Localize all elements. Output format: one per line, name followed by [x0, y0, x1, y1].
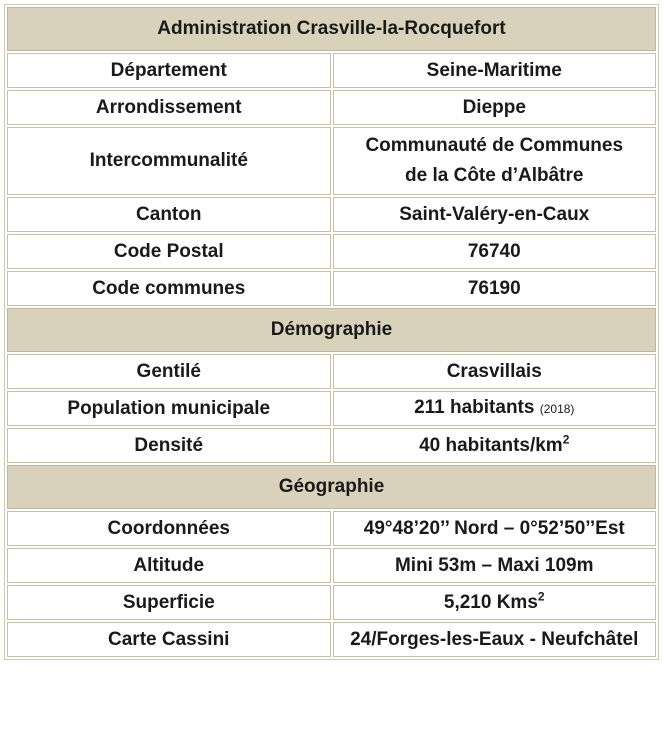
gentile-value: Crasvillais	[333, 354, 657, 389]
table-row	[7, 197, 656, 232]
superficie-cell	[333, 585, 657, 620]
population-cell	[333, 391, 657, 426]
intercommunalite-value-line2: de la Côte d’Albâtre	[405, 165, 584, 186]
table-row	[7, 127, 656, 195]
densite-exponent: 2	[562, 432, 570, 447]
canton-label: Canton	[7, 197, 331, 232]
table-row	[7, 391, 656, 426]
table-row	[7, 428, 656, 463]
densite-value: 40 habitants/km	[419, 434, 563, 456]
administration-header: Administration Crasville-la-Rocquefort	[7, 7, 656, 51]
table-row	[7, 53, 656, 88]
code-postal-value: 76740	[333, 234, 657, 269]
gentile-label: Gentilé	[7, 354, 331, 389]
altitude-value: Mini 53m – Maxi 109m	[333, 548, 657, 583]
population-label: Population municipale	[7, 391, 331, 426]
carte-cassini-value: 24/Forges-les-Eaux - Neufchâtel	[333, 622, 657, 657]
densite-cell	[333, 428, 657, 463]
carte-cassini-label: Carte Cassini	[7, 622, 331, 657]
population-value: 211 habitants	[414, 397, 535, 418]
table-row	[7, 354, 656, 389]
table-row	[7, 90, 656, 125]
code-communes-label: Code communes	[7, 271, 331, 306]
population-year: (2018)	[539, 402, 575, 416]
superficie-label: Superficie	[7, 585, 331, 620]
arrondissement-label: Arrondissement	[7, 90, 331, 125]
superficie-exponent: 2	[537, 589, 545, 604]
canton-value: Saint-Valéry-en-Caux	[333, 197, 657, 232]
altitude-label: Altitude	[7, 548, 331, 583]
table-row	[7, 585, 656, 620]
coordonnees-value: 49°48’20’’ Nord – 0°52’50’’Est	[333, 511, 657, 546]
table-row	[7, 548, 656, 583]
departement-value: Seine-Maritime	[333, 53, 657, 88]
code-postal-label: Code Postal	[7, 234, 331, 269]
code-communes-value: 76190	[333, 271, 657, 306]
arrondissement-value: Dieppe	[333, 90, 657, 125]
table-row	[7, 271, 656, 306]
intercommunalite-value	[333, 127, 657, 195]
densite-label: Densité	[7, 428, 331, 463]
geography-header: Géographie	[7, 465, 656, 509]
table-row	[7, 511, 656, 546]
intercommunalite-label: Intercommunalité	[7, 127, 331, 195]
demography-header: Démographie	[7, 308, 656, 352]
table-row	[7, 234, 656, 269]
table-row	[7, 622, 656, 657]
departement-label: Département	[7, 53, 331, 88]
superficie-value: 5,210 Kms	[443, 591, 538, 613]
intercommunalite-value-line1: Communauté de Communes	[365, 135, 624, 156]
coordonnees-label: Coordonnées	[7, 511, 331, 546]
commune-info-table	[4, 4, 659, 660]
